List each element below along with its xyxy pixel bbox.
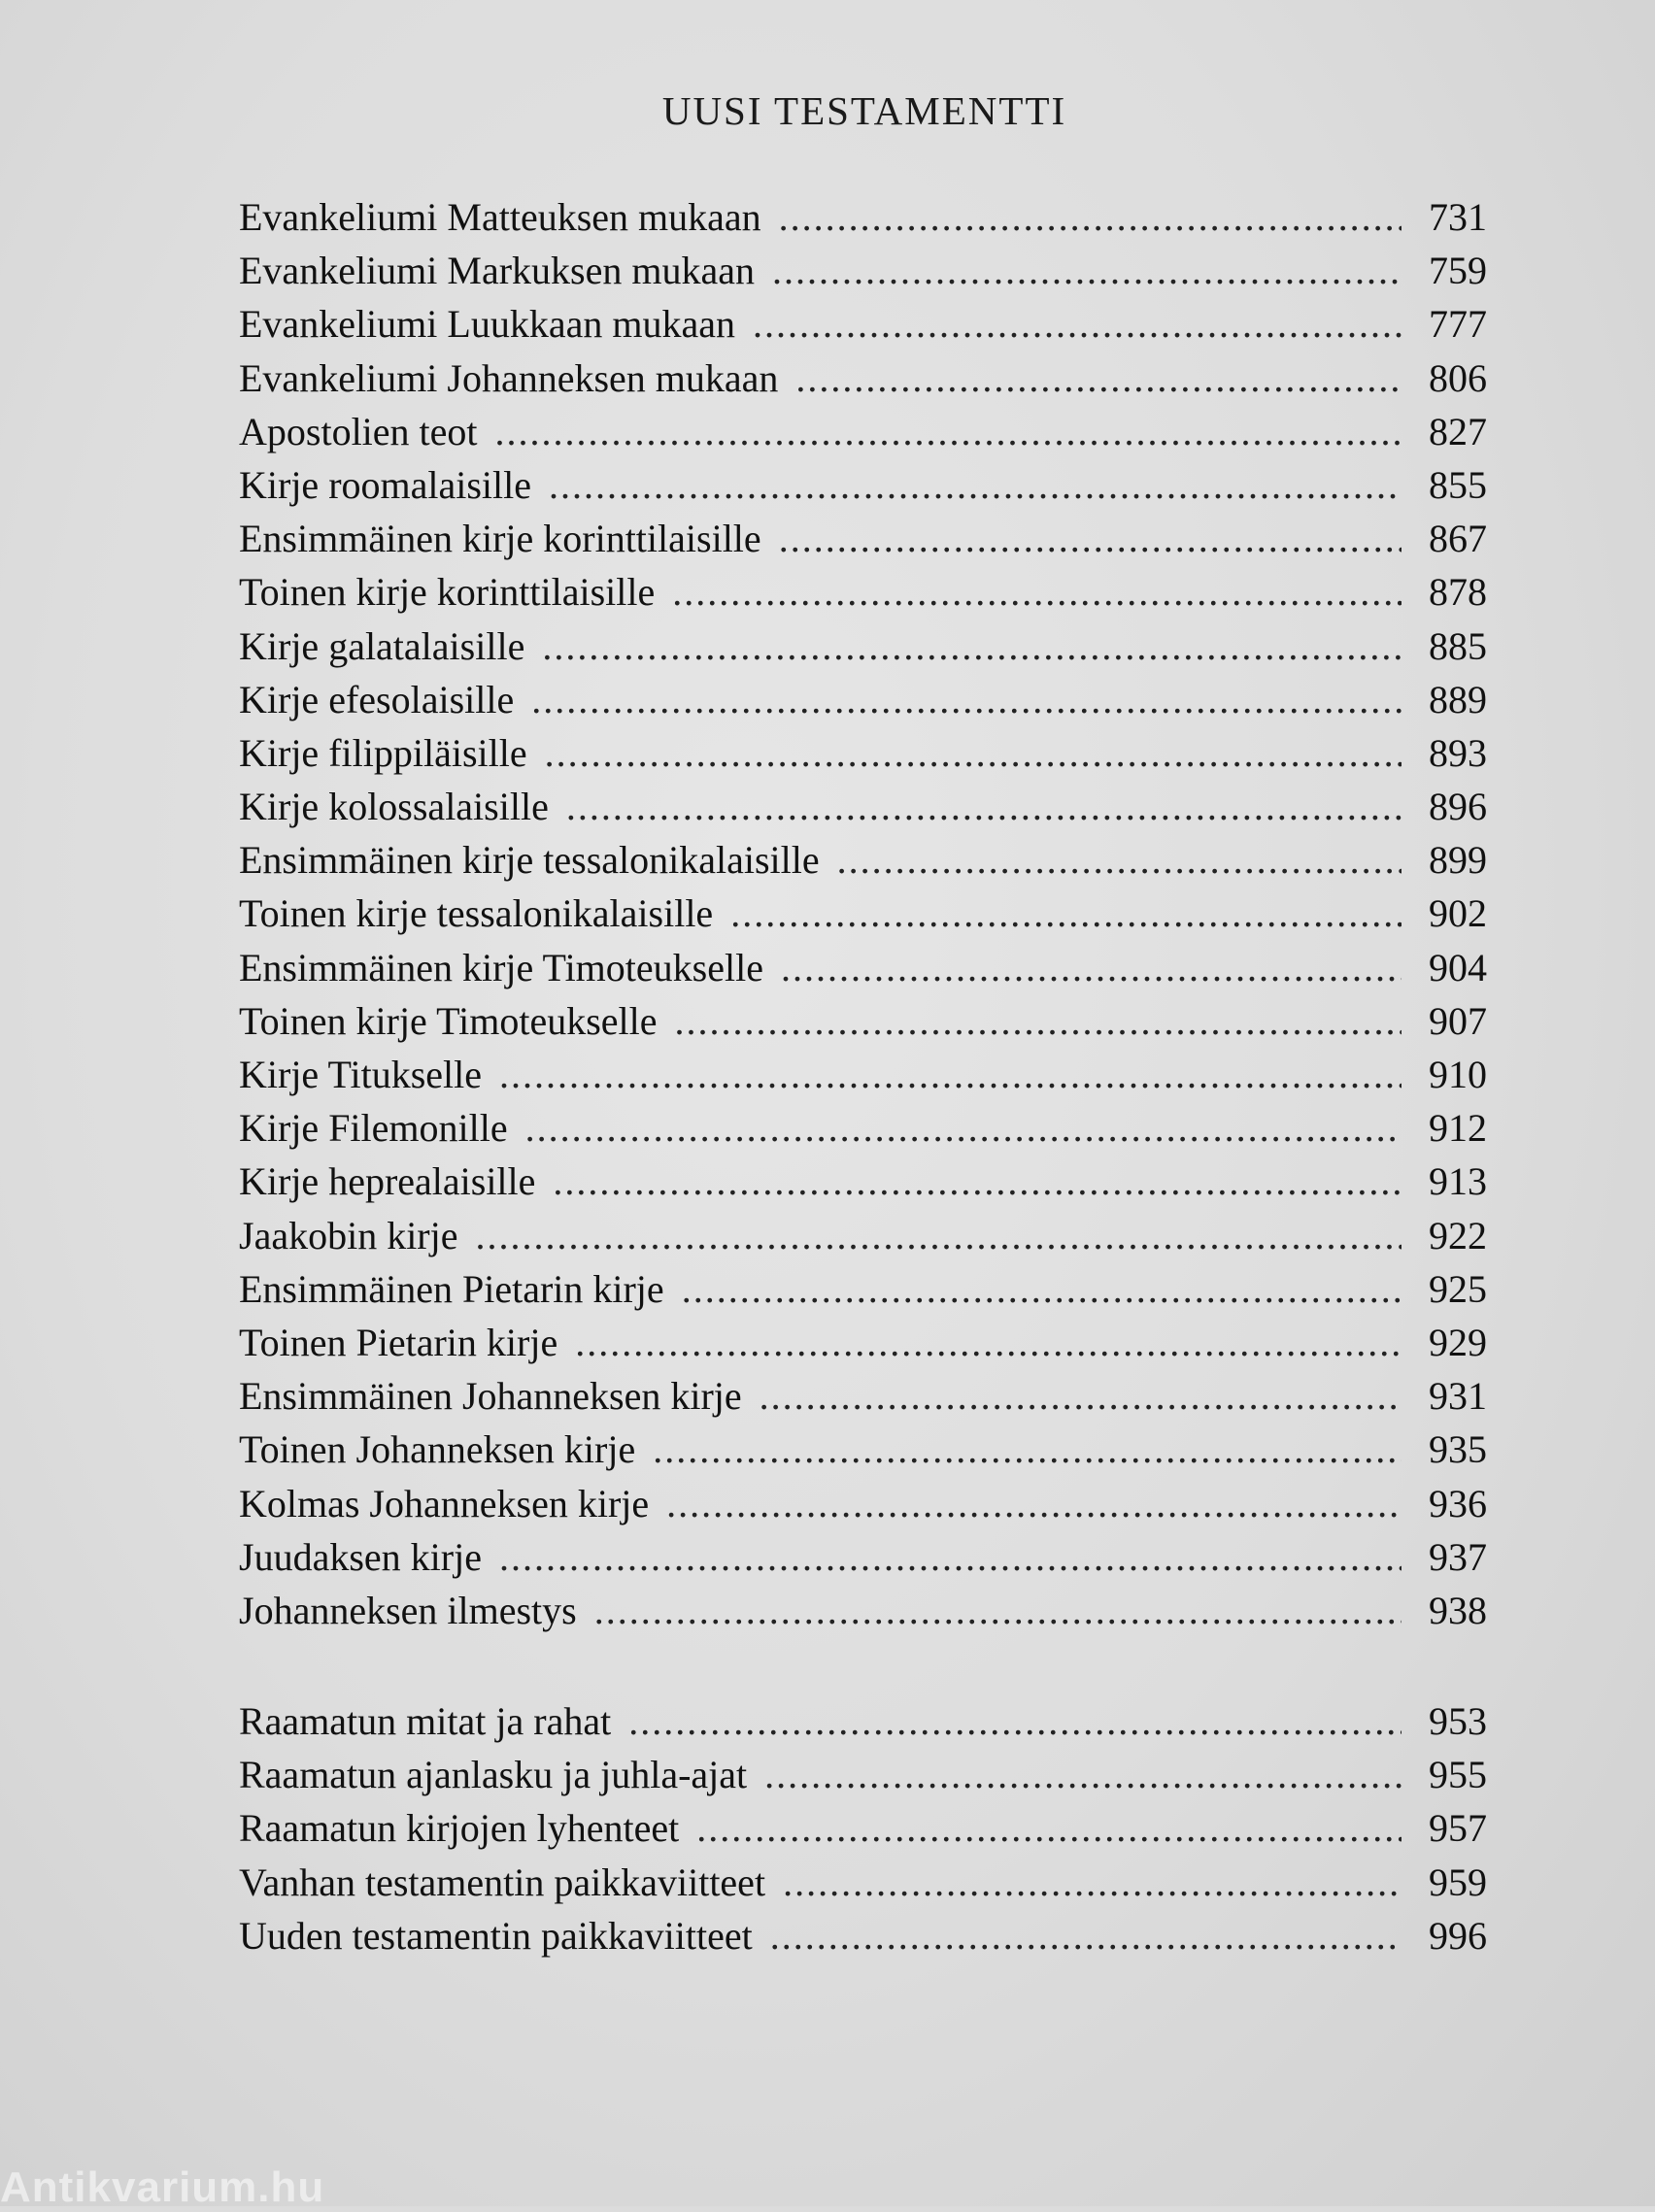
toc-entry-title: Kirje roomalaisille xyxy=(239,462,532,507)
toc-entry xyxy=(239,1101,1487,1155)
dot-leader xyxy=(499,1530,1402,1573)
toc-entry-page-number: 910 xyxy=(1429,1053,1487,1096)
toc-list-appendix xyxy=(239,1694,1487,1962)
dot-leader xyxy=(760,1369,1402,1412)
toc-entry xyxy=(239,887,1487,940)
toc-entry-page-number: 759 xyxy=(1429,249,1487,293)
toc-entry xyxy=(239,1262,1487,1316)
toc-entry-title: Kirje efesolaisille xyxy=(239,677,515,721)
toc-entry-title: Raamatun ajanlasku ja juhla-ajat xyxy=(239,1753,748,1797)
toc-list-new-testament xyxy=(239,190,1487,1637)
toc-entry xyxy=(239,1909,1487,1962)
dot-leader xyxy=(753,297,1402,340)
dot-leader xyxy=(779,512,1402,554)
toc-entry-page-number: 937 xyxy=(1429,1534,1487,1579)
toc-entry xyxy=(239,1048,1487,1101)
dot-leader xyxy=(566,780,1402,822)
toc-entry-title: Juudaksen kirje xyxy=(239,1534,482,1579)
dot-leader xyxy=(837,833,1402,876)
dot-leader xyxy=(781,941,1402,984)
toc-entry-title: Ensimmäinen Johanneksen kirje xyxy=(239,1374,742,1419)
toc-entry-page-number: 896 xyxy=(1429,785,1487,829)
toc-entry-page-number: 827 xyxy=(1429,409,1487,453)
dot-leader xyxy=(772,244,1402,286)
dot-leader xyxy=(730,887,1402,929)
toc-entry xyxy=(239,352,1487,405)
toc-entry xyxy=(239,244,1487,297)
toc-entry xyxy=(239,1584,1487,1637)
toc-entry-page-number: 777 xyxy=(1429,302,1487,347)
toc-entry-page-number: 938 xyxy=(1429,1588,1487,1632)
toc-entry-title: Toinen Pietarin kirje xyxy=(239,1320,558,1364)
dot-leader xyxy=(783,1856,1402,1898)
dot-leader xyxy=(553,1155,1402,1197)
toc-entry xyxy=(239,620,1487,673)
toc-entry-title: Evankeliumi Markuksen mukaan xyxy=(239,249,755,293)
dot-leader xyxy=(666,1477,1402,1520)
dot-leader xyxy=(531,673,1402,716)
toc-entry-page-number: 953 xyxy=(1429,1699,1487,1743)
dot-leader xyxy=(764,1748,1402,1791)
toc-entry-title: Toinen kirje korinttilaisille xyxy=(239,570,656,615)
toc-entry-page-number: 912 xyxy=(1429,1106,1487,1151)
dot-leader xyxy=(575,1316,1402,1358)
toc-entry-page-number: 955 xyxy=(1429,1753,1487,1797)
toc-entry xyxy=(239,994,1487,1048)
toc-entry-title: Johanneksen ilmestys xyxy=(239,1588,577,1632)
toc-entry xyxy=(239,726,1487,780)
toc-entry-title: Ensimmäinen Pietarin kirje xyxy=(239,1266,664,1311)
toc-entry-title: Kirje heprealaisille xyxy=(239,1159,536,1204)
toc-entry-title: Toinen kirje Timoteukselle xyxy=(239,998,658,1043)
toc-entry xyxy=(239,512,1487,565)
toc-entry-title: Ensimmäinen kirje Timoteukselle xyxy=(239,945,763,989)
toc-entry xyxy=(239,1801,1487,1855)
toc-entry-title: Kirje filippiläisille xyxy=(239,730,527,775)
toc-entry xyxy=(239,780,1487,833)
dot-leader xyxy=(542,620,1402,662)
toc-entry-page-number: 867 xyxy=(1429,517,1487,561)
toc-entry-page-number: 936 xyxy=(1429,1481,1487,1525)
toc-entry-page-number: 931 xyxy=(1429,1374,1487,1419)
toc-entry-page-number: 959 xyxy=(1429,1860,1487,1904)
toc-entry xyxy=(239,297,1487,351)
dot-leader xyxy=(779,190,1402,233)
dot-leader xyxy=(476,1209,1402,1252)
toc-entry-page-number: 731 xyxy=(1429,195,1487,239)
dot-leader xyxy=(628,1694,1402,1737)
dot-leader xyxy=(549,458,1402,501)
toc-entry-title: Uuden testamentin paikkaviitteet xyxy=(239,1913,753,1958)
toc-entry-title: Kirje Filemonille xyxy=(239,1106,508,1151)
section-heading: UUSI TESTAMENTTI xyxy=(661,88,1067,133)
toc-entry xyxy=(239,1369,1487,1423)
dot-leader xyxy=(653,1423,1402,1465)
dot-leader xyxy=(682,1262,1402,1305)
toc-entry-page-number: 878 xyxy=(1429,570,1487,615)
toc-entry xyxy=(239,1477,1487,1530)
toc-entry-title: Toinen Johanneksen kirje xyxy=(239,1427,636,1472)
toc-entry-page-number: 904 xyxy=(1429,945,1487,989)
toc-entry-page-number: 855 xyxy=(1429,462,1487,507)
toc-entry xyxy=(239,1856,1487,1909)
toc-entry-title: Kolmas Johanneksen kirje xyxy=(239,1481,650,1525)
dot-leader xyxy=(594,1584,1402,1626)
toc-entry xyxy=(239,1530,1487,1584)
toc-entry-title: Apostolien teot xyxy=(239,409,478,453)
toc-entry-page-number: 907 xyxy=(1429,998,1487,1043)
toc-entry-page-number: 922 xyxy=(1429,1213,1487,1257)
dot-leader xyxy=(495,405,1402,448)
dot-leader xyxy=(770,1909,1402,1952)
dot-leader xyxy=(545,726,1402,769)
toc-entry-title: Raamatun kirjojen lyhenteet xyxy=(239,1806,680,1851)
toc-entry-page-number: 913 xyxy=(1429,1159,1487,1204)
dot-leader xyxy=(795,352,1402,394)
toc-entry-title: Ensimmäinen kirje tessalonikalaisille xyxy=(239,838,820,883)
toc-entry-page-number: 885 xyxy=(1429,623,1487,668)
dot-leader xyxy=(675,994,1402,1037)
toc-entry-page-number: 957 xyxy=(1429,1806,1487,1851)
toc-entry xyxy=(239,833,1487,887)
toc-entry-page-number: 925 xyxy=(1429,1266,1487,1311)
toc-entry xyxy=(239,190,1487,244)
toc-entry xyxy=(239,1316,1487,1369)
toc-entry xyxy=(239,405,1487,458)
toc-entry-title: Toinen kirje tessalonikalaisille xyxy=(239,891,714,936)
toc-entry-title: Evankeliumi Luukkaan mukaan xyxy=(239,302,735,347)
toc-entry-page-number: 902 xyxy=(1429,891,1487,936)
toc-entry-title: Raamatun mitat ja rahat xyxy=(239,1699,612,1743)
toc-entry-title: Kirje kolossalaisille xyxy=(239,785,549,829)
dot-leader xyxy=(672,565,1402,608)
toc-entry-title: Kirje galatalaisille xyxy=(239,623,525,668)
toc-entry-page-number: 996 xyxy=(1429,1913,1487,1958)
toc-entry xyxy=(239,1748,1487,1801)
toc-entry-page-number: 899 xyxy=(1429,838,1487,883)
toc-entry-title: Ensimmäinen kirje korinttilaisille xyxy=(239,517,761,561)
toc-entry xyxy=(239,458,1487,512)
toc-entry-title: Kirje Titukselle xyxy=(239,1053,483,1096)
toc-entry xyxy=(239,565,1487,619)
toc-entry xyxy=(239,1155,1487,1208)
toc-entry-page-number: 893 xyxy=(1429,730,1487,775)
toc-entry xyxy=(239,1694,1487,1748)
toc-entry-page-number: 935 xyxy=(1429,1427,1487,1472)
toc-entry xyxy=(239,1209,1487,1262)
dot-leader xyxy=(499,1048,1402,1090)
toc-entry xyxy=(239,1423,1487,1476)
watermark-text: Antikvarium.hu xyxy=(0,2163,325,2211)
toc-entry-page-number: 889 xyxy=(1429,677,1487,721)
toc-entry-title: Evankeliumi Matteuksen mukaan xyxy=(239,195,761,239)
dot-leader xyxy=(525,1101,1402,1144)
toc-entry-page-number: 929 xyxy=(1429,1320,1487,1364)
toc-entry xyxy=(239,941,1487,994)
toc-entry-page-number: 806 xyxy=(1429,355,1487,400)
dot-leader xyxy=(696,1801,1402,1844)
toc-entry xyxy=(239,673,1487,726)
toc-entry-title: Vanhan testamentin paikkaviitteet xyxy=(239,1860,766,1904)
toc-entry-title: Jaakobin kirje xyxy=(239,1213,458,1257)
toc-entry-title: Evankeliumi Johanneksen mukaan xyxy=(239,355,779,400)
